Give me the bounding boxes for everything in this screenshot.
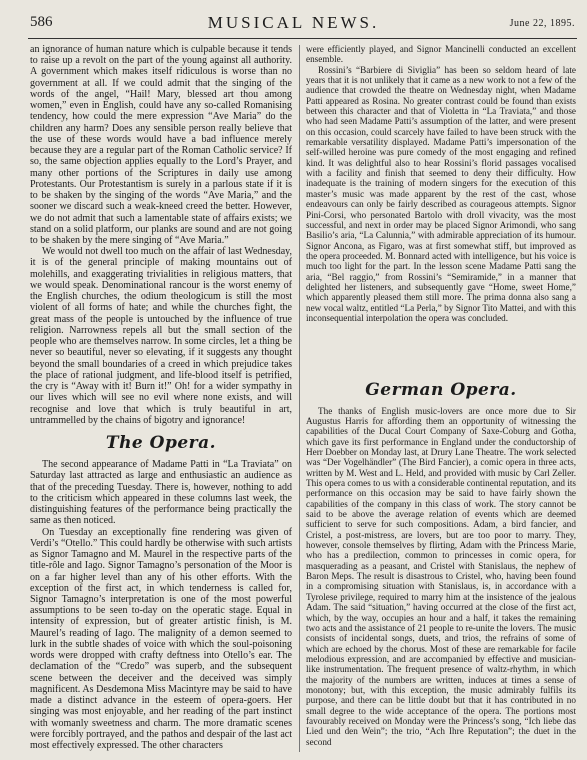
article-paragraph: The second appearance of Madame Patti in “La Traviata” on Saturday last attracted as large and enthusiastic an audience as that of the preceding Tuesday. There is, however, nothing to add to the criticism which appeared in these columns last week, the distinguishing features of the performance being practically the same as then noticed. <box>30 459 292 527</box>
masthead-title: MUSICAL NEWS. <box>207 13 380 32</box>
article-paragraph: were efficiently played, and Signor Mancinelli conducted an excellent ensemble. <box>306 44 576 65</box>
article-paragraph: The thanks of English music-lovers are once more due to Sir Augustus Harris for affording them an opportunity of witnessing the capabilities of the Ducal Court Company of Saxe-Coburg and Gotha, which gave its first performance in England under the conductorship of Herr Doebber on Monday last, at Drury Lane Theatre. The work selected was “Der Vogelhändler” (The Bird Fancier), a comic opera in three acts, written by M. West and L. Held, and provided with music by Carl Zeller. This opera comes to us with a considerable continental reputation, and its performance on this occasion may be said to have fairly shown the capabilities of the company in this class of work. The story cannot be said to be above the average relation of events which are deemed sufficient to serve for such compositions. Adam, a bird fancier, and Cristel, a post-mistress, are lovers, but are too poor to marry. They, however, console themselves by flirting, Adam with the Princess Marie, who has a predilection, common to princesses in comic opera, for masquerading as a peasant, and Cristel with Stanislaus, the nephew of Baron Meps. The result is disastrous to Cristel, who, having been found in a compromising situation with Stanislaus, is, in accordance with a Tyrolese privilege, required to marry him at the insistence of the jealous Adam. The said “situation,” having occurred at the close of the first act, which, by the way, occupies an hour and a half, it takes the remaining two acts and the assistance of 21 people to re-unite the lovers. The music consists of incidental songs, duets, and trios, the refrains of some of which are echoed by the chorus. Most of these are remarkable for facile melodious expression, and are accompanied by effective and musician-like instrumentation. The frequent presence of waltz-rhythm, in which the majority of the numbers are written, induces at times a sense of monotony; but, with this exception, the music admirably fulfils its purpose, and there can be little doubt but that it has contributed in no small degree to the wide acceptance of the opera. The portions most favourably received on Monday were the Princess’s song, “Ich liebe das Lied und den Wein”; the trio, “Ach Ihre Reputation”; the duet in the second <box>306 405 576 747</box>
right-column <box>306 44 576 747</box>
issue-date: June 22, 1895. <box>509 18 575 29</box>
section-heading-opera: The Opera. <box>105 432 217 453</box>
header-rule <box>28 38 577 39</box>
page-number: 586 <box>30 14 53 30</box>
column-divider <box>299 45 300 752</box>
article-paragraph: On Tuesday an exceptionally fine rendering was given of Verdi’s “Otello.” This could hardly be otherwise with such artists as Signor Tamagno and M. Maurel in the respective parts of the title-rôle and Iago. Signor Tamagno’s personation of the Moor is on a far higher level than any of his other efforts. With the exception of the first act, in which tenderness is called for, Signor Tamagno’s interpretation is one of the most powerful assumptions to be seen to-day on the operatic stage. Equal in intensity of expression, but of greater artistic finish, is M. Maurel’s reading of Iago. The malignity of a demon seemed to lurk in the subtle shades of voice with which the soul-poisoning words were dropped with crafty deftness into Otello’s ear. The declamation of the “Credo” was superb, and the subsequent scene between the deceiver and the deceived was simply magnificent. As Desdemona Miss Macintyre may be said to have made a distinct advance in the esteem of opera-goers. Her singing was most enjoyable, and her reading of the part instinct with womanly sweetness and charm. The more dramatic scenes were forcibly portrayed, and the pathos and despair of the last act most effectively expressed. The other characters <box>30 526 292 752</box>
article-paragraph: an ignorance of human nature which is culpable because it tends to raise up a revolt on the part of the young against all authority. A government which makes itself ridiculous is worse than no government at all. If we could admit that the singing of the words of the angel, “Hail! Mary, blessed art thou among women,” even in English, could have any so-called Romanising tendency, how could the mere expression “Ave Maria” do the children any harm? Does any sensible person really believe that the use of these words would have a bad influence merely because they are a regular part of the Roman Catholic service? If so, the same objection applies equally to the Lord’s Prayer, and many other portions of the Scriptures in daily use among Protestants. Our Protestantism is surely in a parlous state if it is to be shaken by the singing of the words “Ave Maria,” and the sooner we discard such a weak-kneed creed the better. However, we do not admit that such a lamentable state of affairs exists; we stand on a solid platform, our planks are sound and are not going to be shaken by the mere singing of “Ave Maria.” <box>30 44 292 246</box>
article-paragraph: Rossini’s “Barbiere di Siviglia” has been so seldom heard of late years that it is not unlikely that it came as a new work to not a few of the audience that crowded the theatre on Wednesday night, when Madame Patti appeared as Rosina. No greater contrast could be found than exists between this character and that of Violetta in “La Traviata,” and those who had seen Madame Patti’s assumption of the latter, and were present on this occasion, could scarcely have failed to have been struck with the remarkable versatility displayed. Madame Patti’s impersonation of the self-willed heroine was pure comedy of the most engaging and refined kind. It was delightful also to hear Rossini’s florid passages vocalised with a facility and finish that seemed to deny their difficulty. How inadequate is the training of modern singers for the execution of this master’s music was made apparent by the rest of the cast, whose endeavours can only be fairly described as courageous attempts. Signor Pini-Corsi, who personated Bartolo with droll vivacity, was the most successful, and next in order may be placed Signor Arimondi, who sang Basilio’s aria, “La Calunnia,” with admirable appreciation of its humour. Signor Ancona, as Figaro, was at first somewhat stiff, but improved as the opera proceeded. M. Bonnard acted with intelligence, but his voice is much too light for the part. In the lesson scene Madame Patti sang the aria, “Bel raggio,” from Rossini’s “Semiramide,” in a manner that delighted her listeners, and subsequently gave “Home, sweet Home,” which apparently pleased them still more. The prima donna also sang a new vocal waltz, entitled “La Perla,” by Signor Tito Mattei, and with this inconsequential interpolation the opera was concluded. <box>306 64 576 323</box>
section-heading-german-opera: German Opera. <box>365 380 517 401</box>
article-paragraph: We would not dwell too much on the affair of last Wednesday, it is of the general principle of making mountains out of molehills, and exaggerating trivialities in religious matters, that we would speak. Denominational rancour is the worst enemy of the English churches, the odium theologicum is still the most violent of all forms of hate; and while the churches fight, the great mass of the people is untouched by the influence of true religion. Narrowness repels all but the small section of the people who are themselves narrow. In some circles, let a thing be never so beautiful, never so elevating, if it suggests any thought beyond the small boundaries of a creed in which prejudice takes the place of rational judgment, and life-blood itself is petrified, the cry is “Away with it! Burn it!” Oh! for a wider sympathy in our lives which will see no evil where none exists, and will recognise and love that which is truly beautiful in art, untrammelled by the chains of bigotry and ignorance! <box>30 246 292 426</box>
left-column <box>30 44 292 751</box>
